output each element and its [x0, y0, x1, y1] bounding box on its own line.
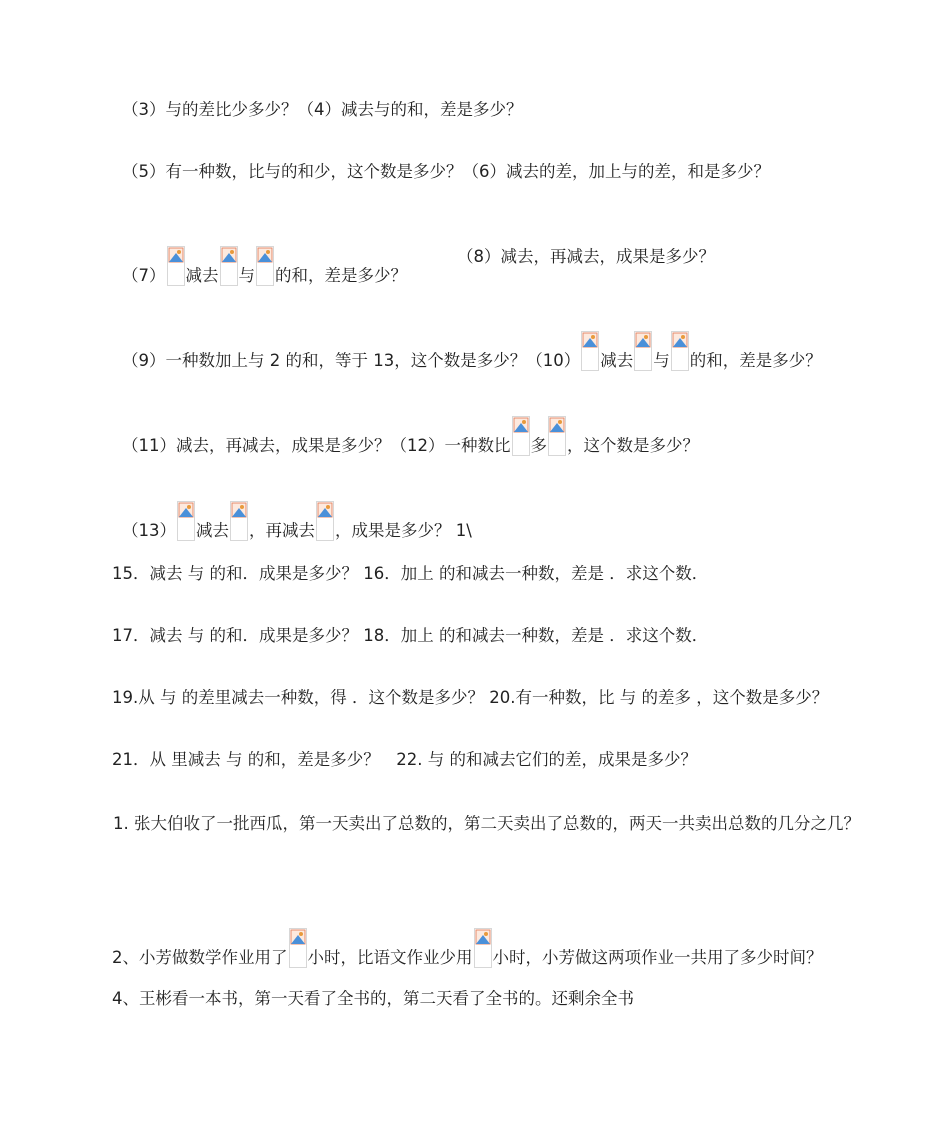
problem-text: 多: [530, 436, 547, 455]
problem-text: 小时，小芳做这两项作业一共用了多少时间？: [492, 948, 823, 967]
problem-line-21-22: [112, 749, 697, 771]
broken-image-icon: [581, 331, 599, 371]
broken-image-icon: [671, 331, 689, 371]
problem-text: 15．减去 与 的和．成果是多少？ 16．加上 的和减去一种数，差是 ．求这个数．: [112, 564, 709, 583]
problem-line-9-10: [122, 331, 822, 372]
broken-image-icon: [512, 416, 530, 456]
problem-line-3-4: [122, 99, 523, 121]
problem-text: 减去: [185, 266, 219, 285]
problem-line-11-12: [122, 416, 699, 457]
problem-line-17-18: [112, 625, 708, 647]
broken-image-icon: [289, 928, 307, 968]
broken-image-icon: [316, 501, 334, 541]
broken-image-icon: [167, 246, 185, 286]
problem-text: 的和，差是多少？: [275, 266, 407, 285]
problem-text: 的和，差是多少？: [689, 351, 822, 370]
broken-image-icon: [177, 501, 195, 541]
problem-text: 1. 张大伯收了一批西瓜，第一天卖出了总数的，第二天卖出了总数的，两天一共卖出总数的几分之几？: [113, 814, 860, 833]
problem-line-8: [457, 246, 715, 268]
problem-text: ，再减去: [249, 521, 315, 540]
broken-image-icon: [474, 928, 492, 968]
problem-text: 减去: [196, 521, 229, 540]
problem-text: （3）与的差比少多少？（4）减去与的和，差是多少？: [122, 100, 523, 119]
problem-label: （13）: [122, 521, 176, 540]
problem-text: 21．从 里减去 与 的和，差是多少？ 22. 与 的和减去它们的差，成果是多少？: [112, 750, 697, 769]
problem-text: （8）减去，再减去，成果是多少？: [457, 247, 715, 266]
broken-image-icon: [634, 331, 652, 371]
broken-image-icon: [256, 246, 274, 286]
problem-text: 与: [653, 351, 670, 370]
word-problem-2: [112, 928, 823, 969]
problem-text: （11）减去，再减去，成果是多少？（12）一种数比: [122, 436, 511, 455]
broken-image-icon: [220, 246, 238, 286]
word-problem-1: [76, 807, 876, 841]
problem-line-15-16: [112, 563, 708, 585]
problem-text: 减去: [600, 351, 634, 370]
problem-text: 17．减去 与 的和．成果是多少？ 18．加上 的和减去一种数，差是 ．求这个数．: [112, 626, 709, 645]
word-problem-4: [112, 988, 634, 1010]
problem-line-7-8: [122, 246, 407, 287]
problem-line-19-20: [112, 687, 828, 709]
problem-text: ，这个数是多少？: [567, 436, 699, 455]
problem-text: 小时，比语文作业少用: [307, 948, 473, 967]
problem-text: 2、小芳做数学作业用了: [112, 948, 288, 967]
problem-label: （7）: [122, 266, 166, 285]
problem-text: 与: [238, 266, 255, 285]
problem-line-5-6: [122, 161, 770, 183]
problem-text: （5）有一种数，比与的和少，这个数是多少？（6）减去的差，加上与的差，和是多少？: [122, 162, 770, 181]
problem-text: 4、王彬看一本书，第一天看了全书的，第二天看了全书的。还剩余全书: [112, 989, 634, 1008]
problem-text: ，成果是多少？ 1\: [335, 521, 472, 540]
problem-text: （9）一种数加上与 2 的和，等于 13，这个数是多少？（10）: [122, 351, 581, 370]
broken-image-icon: [548, 416, 566, 456]
problem-text: 19.从 与 的差里减去一种数，得 ．这个数是多少？ 20.有一种数，比 与 的差多 ，这个数是多少？: [112, 688, 829, 707]
problem-line-13: [122, 501, 472, 542]
broken-image-icon: [230, 501, 248, 541]
